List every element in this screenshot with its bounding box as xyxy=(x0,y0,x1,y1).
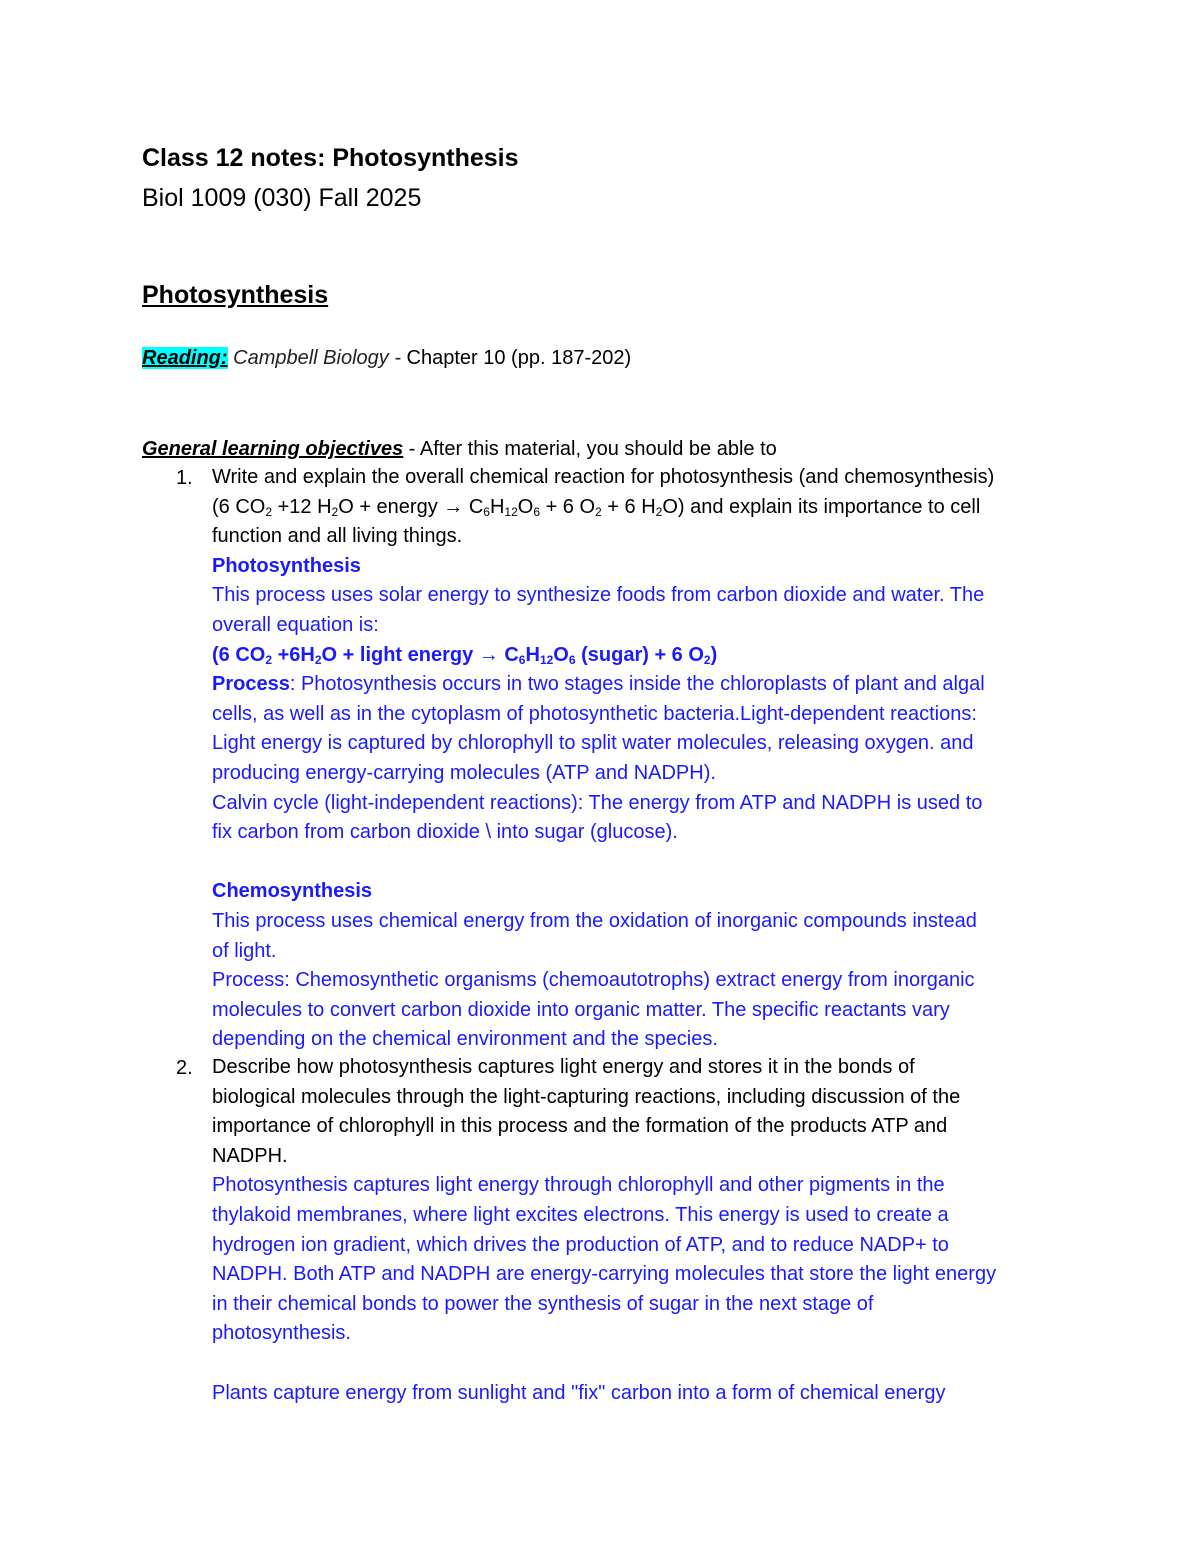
answer-line: molecules to convert carbon dioxide into organic matter. The specific reactants vary xyxy=(212,998,950,1021)
objectives-label: General learning objectives xyxy=(142,438,404,460)
answer-line: Plants capture energy from sunlight and "fix" carbon into a form of chemical energy xyxy=(212,1381,946,1404)
answer-line: hydrogen ion gradient, which drives the production of ATP, and to reduce NADP+ to xyxy=(212,1233,949,1256)
answer-line: thylakoid membranes, where light excites electrons. This energy is used to create a xyxy=(212,1203,949,1226)
item1-line: Write and explain the overall chemical reaction for photosynthesis (and chemosynthesis) xyxy=(212,466,995,488)
reading-book: Campbell Biology xyxy=(233,347,389,369)
answer-line: This process uses chemical energy from the oxidation of inorganic compounds instead xyxy=(212,909,977,932)
list-number-1: 1. xyxy=(176,467,193,489)
list-item-1 xyxy=(212,463,994,1055)
answer-line: overall equation is: xyxy=(212,613,379,636)
answer-line: producing energy-carrying molecules (ATP and NADPH). xyxy=(212,761,716,784)
answer-line: Light energy is captured by chlorophyll to split water molecules, releasing oxygen. and xyxy=(212,732,974,755)
spacer xyxy=(212,1349,996,1379)
answer-line: NADPH. Both ATP and NADPH are energy-carrying molecules that store the light energy xyxy=(212,1263,997,1286)
document-title: Class 12 notes: Photosynthesis xyxy=(142,144,519,172)
reading-chapter: Chapter 10 (pp. 187-202) xyxy=(406,347,632,369)
objectives-line xyxy=(142,434,777,464)
photosynthesis-equation: (6 $CO_2 +6H_2O$ + light energy → $C_6H_{12}O_6$ (sugar) + 6 $O_2$) xyxy=(212,643,718,667)
answer-line: Photosynthesis captures light energy through chlorophyll and other pigments in the xyxy=(212,1174,945,1197)
item1-equation: (6 $CO_2 +12$ $H_2O$ + energy → $C_6H_{12}O_6 + 6$ $O_2 + 6$ $H_2O$) and explain its importance to cell xyxy=(212,495,981,519)
answer-line: Process: Photosynthesis occurs in two stages inside the chloroplasts of plant and algal xyxy=(212,673,985,696)
answer-line: This process uses solar energy to synthesize foods from carbon dioxide and water. The xyxy=(212,584,985,607)
list-number-2: 2. xyxy=(176,1057,193,1079)
spacer xyxy=(212,848,994,878)
reading-separator: - xyxy=(388,347,407,369)
answer-line: of light. xyxy=(212,939,277,962)
answer-line: Calvin cycle (light-independent reactions): The energy from ATP and NADPH is used to xyxy=(212,791,983,814)
process-label: Process xyxy=(212,673,290,696)
item2-line: Describe how photosynthesis captures light energy and stores it in the bonds of xyxy=(212,1056,915,1078)
answer-line: cells, as well as in the cytoplasm of photosynthetic bacteria.Light-dependent reactions: xyxy=(212,702,977,725)
answer-line: fix carbon from carbon dioxide \ into sugar (glucose). xyxy=(212,821,678,844)
item2-line: NADPH. xyxy=(212,1144,288,1167)
reading-label: Reading: xyxy=(142,347,228,369)
section-heading: Photosynthesis xyxy=(142,281,329,309)
chemosynthesis-heading: Chemosynthesis xyxy=(212,880,373,903)
objectives-intro: - After this material, you should be able to xyxy=(403,438,777,460)
photosynthesis-heading: Photosynthesis xyxy=(212,554,361,577)
answer-line: depending on the chemical environment and the species. xyxy=(212,1028,718,1051)
answer-line: Process: Chemosynthetic organisms (chemoautotrophs) extract energy from inorganic xyxy=(212,969,975,992)
answer-line: in their chemical bonds to power the synthesis of sugar in the next stage of xyxy=(212,1292,874,1315)
item2-line: biological molecules through the light-capturing reactions, including discussion of the xyxy=(212,1085,961,1108)
course-subtitle: Biol 1009 (030) Fall 2025 xyxy=(142,184,422,212)
answer-line: photosynthesis. xyxy=(212,1322,351,1345)
item1-line: function and all living things. xyxy=(212,525,463,548)
item2-line: importance of chlorophyll in this process and the formation of the products ATP and xyxy=(212,1115,948,1138)
reading-line xyxy=(142,343,631,373)
list-item-2 xyxy=(212,1053,996,1408)
